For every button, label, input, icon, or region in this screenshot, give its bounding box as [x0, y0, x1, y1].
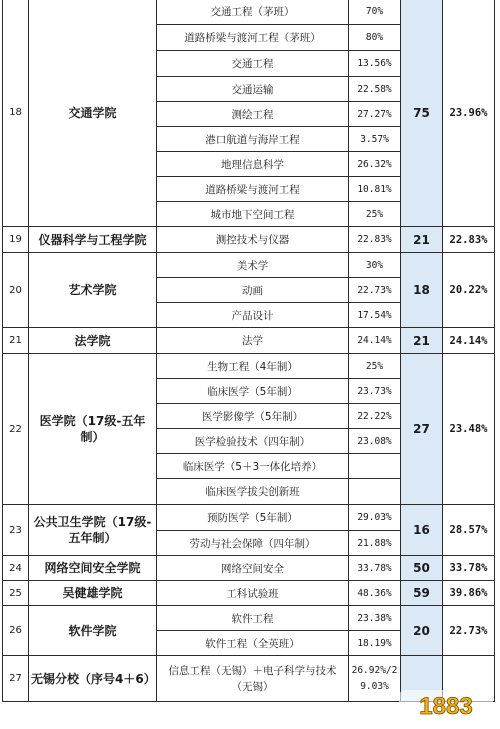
recommend-count: 16	[401, 505, 443, 556]
major-rate: 33.78%	[349, 556, 401, 581]
row-number: 23	[3, 505, 29, 556]
recommend-count: 21	[401, 227, 443, 253]
major-name: 城市地下空间工程	[157, 202, 349, 227]
major-name: 道路桥梁与渡河工程	[157, 177, 349, 202]
major-name: 劳动与社会保障（四年制）	[157, 531, 349, 556]
major-name: 软件工程（全英班）	[157, 631, 349, 656]
major-name: 测控技术与仪器	[157, 227, 349, 253]
major-rate-line-1: 26.92%/2	[351, 664, 398, 676]
major-rate: 24.14%	[349, 328, 401, 354]
major-name: 交通工程	[157, 51, 349, 77]
major-name: 地理信息科学	[157, 152, 349, 177]
major-name: 测绘工程	[157, 102, 349, 127]
college-rate: 23.48%	[443, 354, 495, 505]
major-rate: 13.56%	[349, 51, 401, 77]
major-rate: 25%	[349, 202, 401, 227]
college-rate: 20.22%	[443, 253, 495, 328]
recommend-count: 27	[401, 354, 443, 505]
row-number: 20	[3, 253, 29, 328]
major-rate-line-2: 9.03%	[360, 680, 389, 692]
major-name: 医学影像学（5年制）	[157, 404, 349, 429]
college-name: 网络空间安全学院	[29, 556, 157, 581]
major-name: 临床医学（5年制）	[157, 379, 349, 404]
major-rate: 48.36%	[349, 581, 401, 606]
major-rate: 10.81%	[349, 177, 401, 202]
major-rate: 26.32%	[349, 152, 401, 177]
row-number: 24	[3, 556, 29, 581]
college-rate: 22.73%	[443, 606, 495, 656]
recommend-count: 21	[401, 328, 443, 354]
college-rate: 24.14%	[443, 328, 495, 354]
major-rate: 23.08%	[349, 429, 401, 454]
table-row	[3, 556, 495, 581]
major-name: 港口航道与海岸工程	[157, 127, 349, 152]
major-name: 医学检验技术（四年制）	[157, 429, 349, 454]
major-rate: 23.73%	[349, 379, 401, 404]
major-name: 美术学	[157, 253, 349, 278]
row-number: 18	[3, 0, 29, 227]
row-number: 21	[3, 328, 29, 354]
college-rate: 28.57%	[443, 505, 495, 556]
major-name: 网络空间安全	[157, 556, 349, 581]
major-name: 信息工程（无锡）＋电子科学与技术（无锡）	[157, 656, 349, 702]
major-rate: 29.03%	[349, 505, 401, 531]
recommend-count: 75	[401, 0, 443, 227]
recommend-count: 50	[401, 556, 443, 581]
major-rate: 25%	[349, 354, 401, 379]
recommend-count: 59	[401, 581, 443, 606]
major-rate: 80%	[349, 25, 401, 51]
admission-table	[2, 0, 495, 702]
table-row	[3, 581, 495, 606]
watermark-text: 1883	[419, 693, 473, 720]
major-rate: 18.19%	[349, 631, 401, 656]
site-logo-watermark	[398, 689, 494, 723]
college-rate: 22.83%	[443, 227, 495, 253]
major-name: 产品设计	[157, 303, 349, 328]
college-rate: 33.78%	[443, 556, 495, 581]
college-name: 无锡分校（序号4＋6）	[29, 656, 157, 702]
major-name: 生物工程（4年制）	[157, 354, 349, 379]
college-rate: 23.96%	[443, 0, 495, 227]
table-row	[3, 606, 495, 631]
major-rate: 22.83%	[349, 227, 401, 253]
major-name: 交通运输	[157, 77, 349, 102]
table-row	[3, 0, 495, 25]
table-row	[3, 505, 495, 531]
table-row	[3, 253, 495, 278]
major-rate: 70%	[349, 0, 401, 25]
major-rate: 22.58%	[349, 77, 401, 102]
major-name: 预防医学（5年制）	[157, 505, 349, 531]
major-name: 道路桥梁与渡河工程（茅班）	[157, 25, 349, 51]
major-name: 工科试验班	[157, 581, 349, 606]
table-row	[3, 354, 495, 379]
major-name: 软件工程	[157, 606, 349, 631]
major-rate: 23.38%	[349, 606, 401, 631]
major-name: 法学	[157, 328, 349, 354]
major-rate: 21.88%	[349, 531, 401, 556]
row-number: 27	[3, 656, 29, 702]
major-rate: 22.22%	[349, 404, 401, 429]
college-rate: 39.86%	[443, 581, 495, 606]
major-rate: 27.27%	[349, 102, 401, 127]
major-rate	[349, 479, 401, 505]
major-name: 动画	[157, 278, 349, 303]
recommend-count: 20	[401, 606, 443, 656]
college-name: 医学院（17级-五年制）	[29, 354, 157, 505]
college-name: 交通学院	[29, 0, 157, 227]
college-name: 吴健雄学院	[29, 581, 157, 606]
recommend-count: 18	[401, 253, 443, 328]
major-name: 交通工程（茅班）	[157, 0, 349, 25]
row-number: 19	[3, 227, 29, 253]
major-rate	[349, 454, 401, 479]
major-name: 临床医学拔尖创新班	[157, 479, 349, 505]
major-rate: 17.54%	[349, 303, 401, 328]
college-name: 法学院	[29, 328, 157, 354]
major-name: 临床医学（5＋3一体化培养）	[157, 454, 349, 479]
table-row	[3, 227, 495, 253]
row-number: 25	[3, 581, 29, 606]
college-name: 公共卫生学院（17级-五年制）	[29, 505, 157, 556]
major-rate: 3.57%	[349, 127, 401, 152]
row-number: 22	[3, 354, 29, 505]
college-name: 艺术学院	[29, 253, 157, 328]
table-row	[3, 328, 495, 354]
row-number: 26	[3, 606, 29, 656]
college-name: 仪器科学与工程学院	[29, 227, 157, 253]
major-rate: 22.73%	[349, 278, 401, 303]
college-name: 软件学院	[29, 606, 157, 656]
major-rate: 30%	[349, 253, 401, 278]
major-rate	[349, 656, 401, 702]
